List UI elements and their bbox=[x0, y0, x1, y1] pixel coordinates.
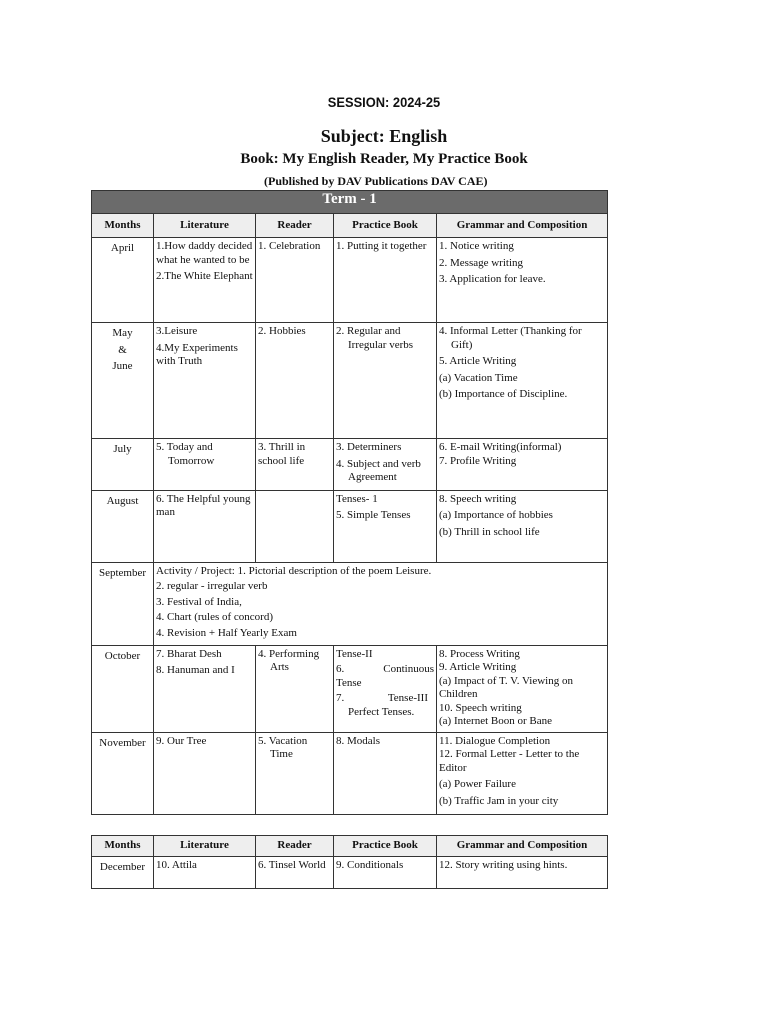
list-item bbox=[336, 692, 434, 706]
list-item: (b) Importance of Discipline. bbox=[439, 388, 568, 400]
list-item: 3. Application for leave. bbox=[439, 273, 546, 285]
col-months: Months bbox=[92, 836, 154, 857]
list-item: Tenses- 1 bbox=[336, 492, 378, 505]
list-item: 2. Message writing bbox=[439, 256, 524, 269]
list-item: Activity / Project: 1. Pictorial description of the poem Leisure. bbox=[156, 564, 432, 577]
grammar-cell bbox=[437, 732, 608, 814]
table-row bbox=[92, 562, 608, 645]
subject-heading: Subject: English bbox=[320, 126, 448, 146]
list-item: 4. Revision + Half Yearly Exam bbox=[156, 626, 297, 639]
month-cell: August bbox=[92, 490, 154, 562]
list-item: (b) Traffic Jam in your city bbox=[439, 794, 559, 807]
literature-cell bbox=[154, 645, 256, 732]
december-syllabus-table bbox=[91, 835, 608, 889]
col-reader: Reader bbox=[256, 836, 334, 857]
col-practice-book: Practice Book bbox=[334, 214, 437, 238]
grammar-cell bbox=[437, 490, 608, 562]
col-grammar: Grammar and Composition bbox=[437, 836, 608, 857]
reader-cell: 5. Vacation Time bbox=[256, 732, 334, 814]
list-item: 7. Profile Writing bbox=[439, 454, 517, 467]
list-item: (b) Thrill in school life bbox=[439, 525, 540, 538]
literature-cell bbox=[154, 238, 256, 323]
list-item: Tense bbox=[336, 676, 362, 689]
grammar-cell bbox=[437, 238, 608, 323]
list-item: 4. Subject and verb Agreement bbox=[336, 457, 421, 483]
table-row bbox=[92, 238, 608, 323]
list-item: 6. E-mail Writing(informal) bbox=[439, 441, 562, 453]
list-item: 3.Leisure bbox=[156, 325, 198, 337]
list-item: 3. Festival of India, bbox=[156, 595, 242, 608]
reader-cell: 2. Hobbies bbox=[256, 323, 334, 439]
month-cell bbox=[92, 323, 154, 439]
list-item: 8. Speech writing bbox=[439, 492, 517, 505]
grammar-cell bbox=[437, 323, 608, 439]
col-practice-book: Practice Book bbox=[334, 836, 437, 857]
list-item: 5. Simple Tenses bbox=[336, 509, 411, 521]
list-item: 8. Hanuman and I bbox=[156, 664, 235, 676]
literature-cell: 9. Our Tree bbox=[154, 732, 256, 814]
list-item: 4.My Experiments with Truth bbox=[156, 341, 238, 367]
term1-syllabus-table bbox=[91, 190, 608, 815]
literature-cell bbox=[154, 323, 256, 439]
list-text: Continuous bbox=[383, 663, 434, 675]
list-item: 3. Determiners bbox=[336, 441, 402, 453]
practice-cell bbox=[334, 439, 437, 491]
table-header-row bbox=[92, 836, 608, 857]
reader-cell: 1. Celebration bbox=[256, 238, 334, 323]
list-item: (a) Power Failure bbox=[439, 778, 516, 790]
col-grammar: Grammar and Composition bbox=[437, 214, 608, 238]
month-cell: July bbox=[92, 439, 154, 491]
activity-cell bbox=[154, 562, 608, 645]
list-item bbox=[336, 663, 434, 677]
reader-cell: 4. Performing Arts bbox=[256, 645, 334, 732]
practice-cell: 9. Conditionals bbox=[334, 856, 437, 888]
list-item: 9. Article Writing bbox=[439, 661, 517, 673]
list-item: 7. Bharat Desh bbox=[156, 647, 222, 660]
list-item: 12. Formal Letter - Letter to the Editor bbox=[439, 748, 580, 774]
reader-cell: 6. Tinsel World bbox=[256, 856, 334, 888]
list-item: (a) Internet Boon or Bane bbox=[439, 715, 553, 727]
list-number: 6. bbox=[336, 663, 345, 675]
month-line: & bbox=[118, 343, 127, 356]
list-item: 5. Article Writing bbox=[439, 355, 517, 367]
list-item: Perfect Tenses. bbox=[348, 705, 415, 718]
practice-cell bbox=[334, 645, 437, 732]
term-heading: Term - 1 bbox=[92, 191, 608, 214]
literature-cell: 5. Today and Tomorrow bbox=[154, 439, 256, 491]
col-months: Months bbox=[92, 214, 154, 238]
list-item: (a) Importance of hobbies bbox=[439, 509, 553, 521]
book-heading: Book: My English Reader, My Practice Book bbox=[240, 151, 528, 167]
month-cell: September bbox=[92, 562, 154, 645]
list-item: 2. regular - irregular verb bbox=[156, 580, 268, 592]
practice-cell: 1. Putting it together bbox=[334, 238, 437, 323]
table-row bbox=[92, 323, 608, 439]
table-row bbox=[92, 645, 608, 732]
grammar-cell bbox=[437, 645, 608, 732]
month-cell: October bbox=[92, 645, 154, 732]
col-literature: Literature bbox=[154, 836, 256, 857]
list-text: Tense-III bbox=[387, 692, 428, 704]
table-row bbox=[92, 732, 608, 814]
month-line: June bbox=[112, 360, 133, 372]
reader-cell: 3. Thrill in school life bbox=[256, 439, 334, 491]
list-item: 8. Process Writing bbox=[439, 647, 520, 660]
col-reader: Reader bbox=[256, 214, 334, 238]
month-cell: November bbox=[92, 732, 154, 814]
list-item: (a) Impact of T. V. Viewing on Children bbox=[439, 674, 573, 700]
col-literature: Literature bbox=[154, 214, 256, 238]
grammar-cell bbox=[437, 439, 608, 491]
list-item: 2.The White Elephant bbox=[156, 270, 253, 282]
month-cell: December bbox=[92, 856, 154, 888]
table-row bbox=[92, 856, 608, 888]
list-item: Tense-II bbox=[336, 647, 373, 660]
list-item: 1.How daddy decided what he wanted to be bbox=[156, 240, 253, 266]
list-item: 4. Informal Letter (Thanking for Gift) bbox=[439, 325, 582, 351]
practice-cell: 8. Modals bbox=[334, 732, 437, 814]
month-cell: April bbox=[92, 238, 154, 323]
list-item: 10. Speech writing bbox=[439, 701, 522, 714]
session-heading: SESSION: 2024-25 bbox=[327, 94, 441, 110]
list-item: 4. Chart (rules of concord) bbox=[156, 611, 273, 623]
publisher-note: (Published by DAV Publications DAV CAE) bbox=[264, 174, 488, 188]
practice-cell bbox=[334, 490, 437, 562]
grammar-cell: 12. Story writing using hints. bbox=[437, 856, 608, 888]
literature-cell: 6. The Helpful young man bbox=[154, 490, 256, 562]
table-row bbox=[92, 490, 608, 562]
reader-cell bbox=[256, 490, 334, 562]
table-header-row bbox=[92, 214, 608, 238]
list-item: (a) Vacation Time bbox=[439, 371, 518, 384]
month-line: May bbox=[112, 327, 133, 339]
literature-cell: 10. Attila bbox=[154, 856, 256, 888]
table-row bbox=[92, 439, 608, 491]
list-item: 11. Dialogue Completion bbox=[439, 734, 551, 747]
practice-cell: 2. Regular and Irregular verbs bbox=[334, 323, 437, 439]
list-number: 7. bbox=[336, 692, 345, 704]
list-item: 1. Notice writing bbox=[439, 240, 514, 252]
